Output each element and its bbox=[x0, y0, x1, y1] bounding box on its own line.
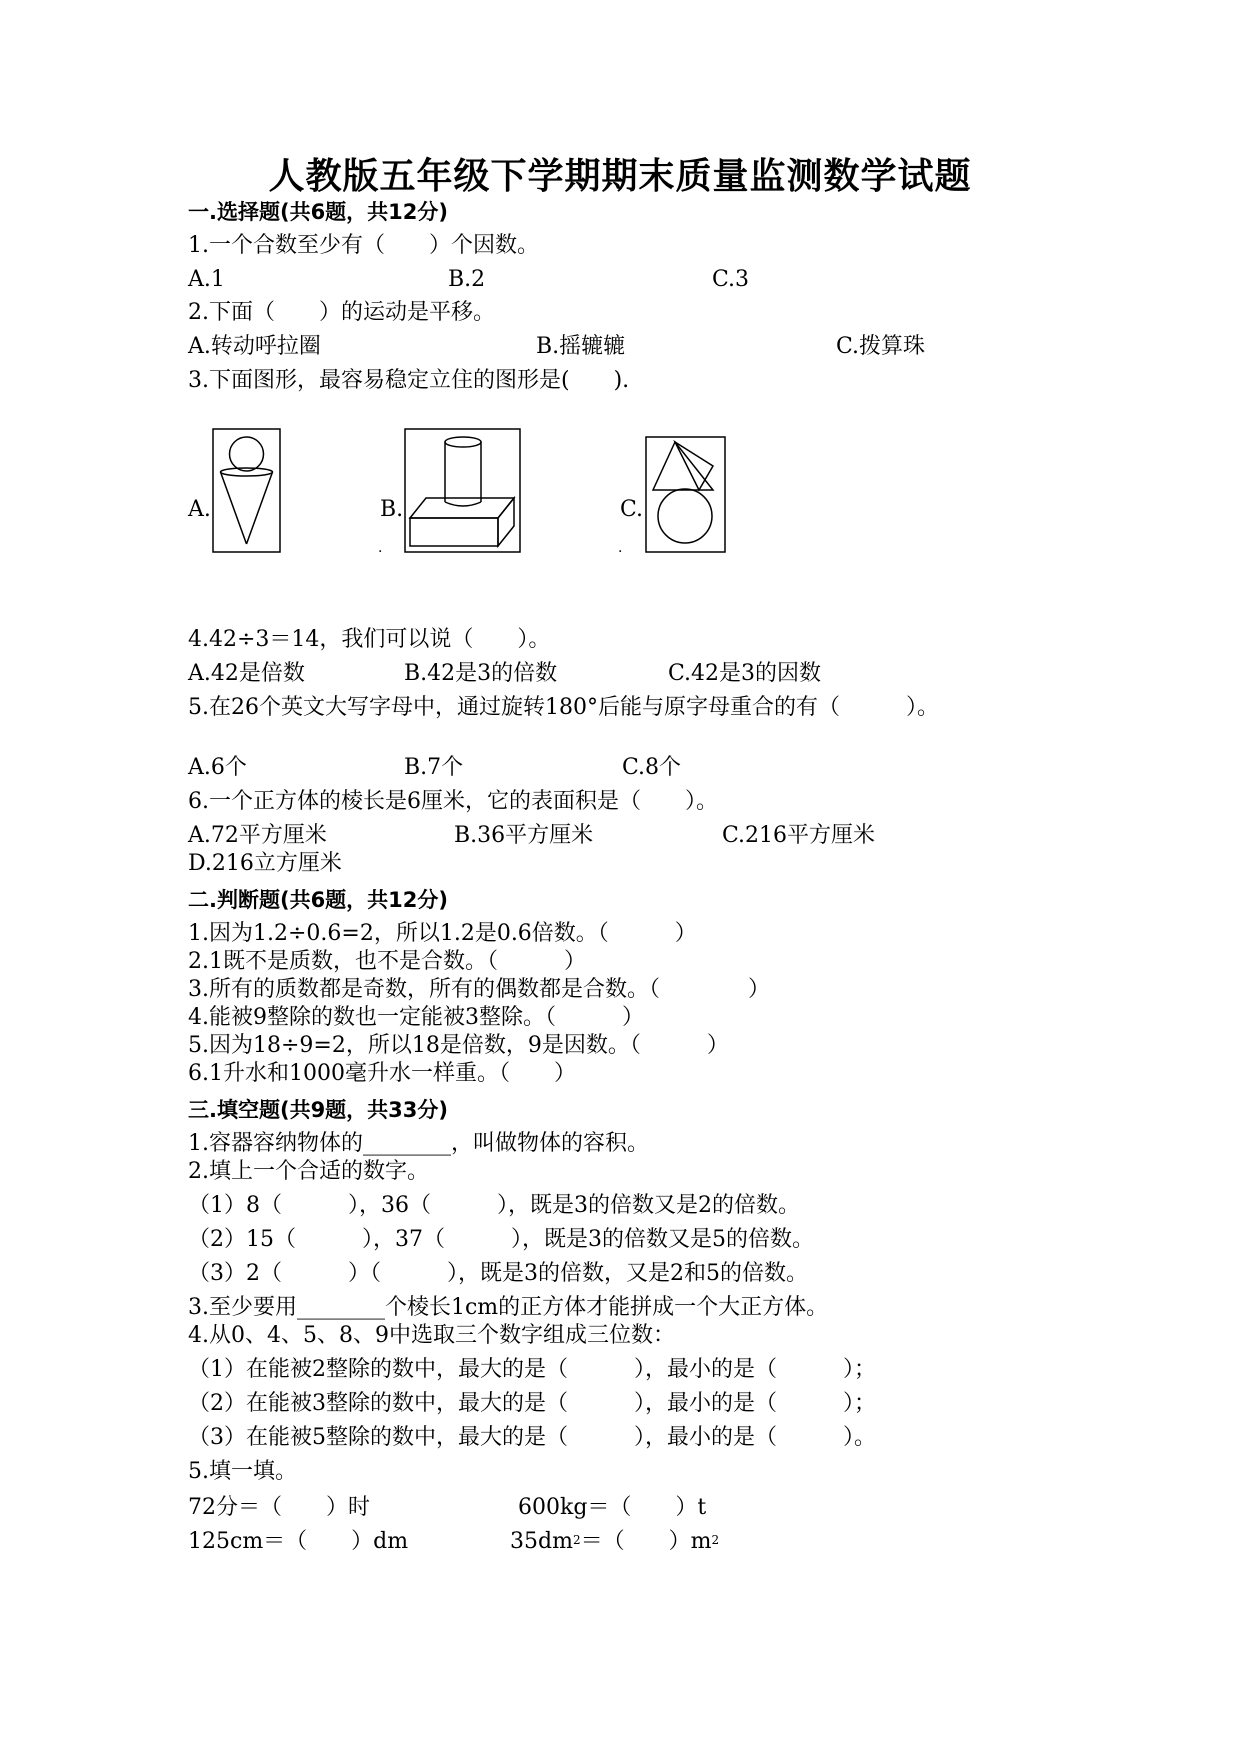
section-heading-judgement: 二.判断题(共6题，共12分) bbox=[188, 888, 449, 912]
q6-option-c: C.216平方厘米 bbox=[722, 823, 876, 848]
question-1: 1.一个合数至少有（ ）个因数。 bbox=[188, 233, 539, 258]
q1-option-b: B.2 bbox=[448, 267, 486, 292]
conversion-dm2-m2: $35dm^2=$（ ）$m^2$ bbox=[510, 1529, 720, 1554]
fill-line: 5.填一填。 bbox=[188, 1459, 297, 1484]
q2-option-a: A.转动呼拉圈 bbox=[188, 334, 321, 359]
question-6: 6.一个正方体的棱长是6厘米，它的表面积是（ ）。 bbox=[188, 789, 718, 814]
fill-line: （3）在能被5整除的数中，最大的是（ ），最小的是（ ）。 bbox=[188, 1425, 876, 1450]
fill-line: （1）在能被2整除的数中，最大的是（ ），最小的是（ ）； bbox=[188, 1357, 876, 1382]
section-heading-choice: 一.选择题(共6题，共12分) bbox=[188, 200, 449, 224]
judgement-item: 4.能被9整除的数也一定能被3整除。（ ） bbox=[188, 1005, 644, 1030]
q3-label-a: A. bbox=[188, 497, 211, 522]
q6-option-b: B.36平方厘米 bbox=[454, 823, 594, 848]
q4-option-c: C.42是3的因数 bbox=[668, 661, 822, 686]
judgement-item: 2.1既不是质数，也不是合数。（ ） bbox=[188, 949, 586, 974]
fill-line: （2）在能被3整除的数中，最大的是（ ），最小的是（ ）； bbox=[188, 1391, 876, 1416]
q3-figure-c-cone-on-sphere bbox=[645, 436, 727, 554]
q3-label-b: B. bbox=[380, 497, 404, 522]
q1-option-c: C.3 bbox=[712, 267, 750, 292]
fill-line: 2.填上一个合适的数字。 bbox=[188, 1159, 429, 1184]
judgement-item: 3.所有的质数都是奇数，所有的偶数都是合数。（ ） bbox=[188, 977, 770, 1002]
q3-figure-b-cylinder-on-box bbox=[404, 428, 522, 554]
q5-option-a: A.6个 bbox=[188, 755, 247, 780]
exam-page: 人教版五年级下学期期末质量监测数学试题 一.选择题(共6题，共12分) 1.一个合数至少有（ ）个因数。 A.1 B.2 C.3 2.下面（ ）的运动是平移。 A.转动呼拉圈 B.摇辘辘 C.拨算珠 3.下面图形，最容易稳定立住的图形是( ). A. B. . C. . 4.42÷3＝14，我们可以说（ ）。 A.42是倍数 B.42是3的倍数 C.42是3的因数 5.在26个英文大写字母中，通过旋转180°后能与原字母重合的有（ ）。 A.6个 B.7个 C.8个 6.一个正方体的棱长是6厘米，它的表面积是（ ）。 A.72平方厘米 B.36平方厘米 C.216平方厘米 D.216立方厘米 二.判断题(共6题，共12分) 1.因为1.2÷0.6=2，所以1.2是0.6倍数。（ ） 2.1既不是质数，也不是合数。（ ） 3.所有的质数都是奇数，所有的偶数都是合数。（ ） 4.能被9整除的数也一定能被3整除。（ ） 5.因为18÷9=2，所以18是倍数，9是因数。（ ） 6.1升水和1000毫升水一样重。（ ） 三.填空题(共9题，共33分) 1.容器容纳物体的________，叫做物体的容积。 2.填上一个合适的数字。 （1）8（ ），36（ ），既是3的倍数又是2的倍数。 （2）15（ ），37（ ），既是3的倍数又是5的倍数。 （3）2（ ）（ ），既是3的倍数，又是2和5的倍数。 3.至少要用________个棱长1cm的正方体才能拼成一个大正方体。 4.从0、4、5、8、9中选取三个数字组成三位数： （1）在能被2整除的数中，最大的是（ ），最小的是（ ）； （2）在能被3整除的数中，最大的是（ ），最小的是（ ）； （3）在能被5整除的数中，最大的是（ ），最小的是（ ）。 5.填一填。 72分＝（ ）时 600kg＝（ ）t 125cm＝（ ）dm $35dm^2=$（ ）$m^2$ bbox=[0, 0, 1240, 1754]
question-4: 4.42÷3＝14，我们可以说（ ）。 bbox=[188, 627, 551, 652]
judgement-item: 1.因为1.2÷0.6=2，所以1.2是0.6倍数。（ ） bbox=[188, 921, 697, 946]
q5-option-c: C.8个 bbox=[622, 755, 682, 780]
q5-option-b: B.7个 bbox=[404, 755, 464, 780]
fill-line: （1）8（ ），36（ ），既是3的倍数又是2的倍数。 bbox=[188, 1193, 800, 1218]
q6-option-d: D.216立方厘米 bbox=[188, 851, 342, 876]
fill-line: （3）2（ ）（ ），既是3的倍数，又是2和5的倍数。 bbox=[188, 1261, 808, 1286]
fill-line: 3.至少要用________个棱长1cm的正方体才能拼成一个大正方体。 bbox=[188, 1295, 829, 1320]
conversion-minutes-hours: 72分＝（ ）时 bbox=[188, 1495, 370, 1520]
judgement-item: 5.因为18÷9=2，所以18是倍数，9是因数。（ ） bbox=[188, 1033, 729, 1058]
question-3: 3.下面图形，最容易稳定立住的图形是( ). bbox=[188, 368, 630, 393]
judgement-item: 6.1升水和1000毫升水一样重。（ ） bbox=[188, 1061, 576, 1086]
q2-option-c: C.拨算珠 bbox=[836, 334, 926, 359]
section-heading-fill-blank: 三.填空题(共9题，共33分) bbox=[188, 1098, 449, 1122]
q1-option-a: A.1 bbox=[188, 267, 225, 292]
q6-option-a: A.72平方厘米 bbox=[188, 823, 327, 848]
q4-option-a: A.42是倍数 bbox=[188, 661, 305, 686]
question-5: 5.在26个英文大写字母中，通过旋转180°后能与原字母重合的有（ ）。 bbox=[188, 695, 939, 720]
fill-line: 1.容器容纳物体的________，叫做物体的容积。 bbox=[188, 1131, 649, 1156]
page-title: 人教版五年级下学期期末质量监测数学试题 bbox=[268, 156, 972, 197]
q4-option-b: B.42是3的倍数 bbox=[404, 661, 558, 686]
q3-figure-a-sphere-on-cone bbox=[212, 428, 282, 554]
q3-label-c: C. bbox=[620, 497, 644, 522]
conversion-kg-t: 600kg＝（ ）t bbox=[518, 1495, 707, 1520]
q2-option-b: B.摇辘辘 bbox=[536, 334, 626, 359]
question-2: 2.下面（ ）的运动是平移。 bbox=[188, 300, 495, 325]
conversion-cm-dm: 125cm＝（ ）dm bbox=[188, 1529, 409, 1554]
fill-line: 4.从0、4、5、8、9中选取三个数字组成三位数： bbox=[188, 1323, 675, 1348]
fill-line: （2）15（ ），37（ ），既是3的倍数又是5的倍数。 bbox=[188, 1227, 814, 1252]
